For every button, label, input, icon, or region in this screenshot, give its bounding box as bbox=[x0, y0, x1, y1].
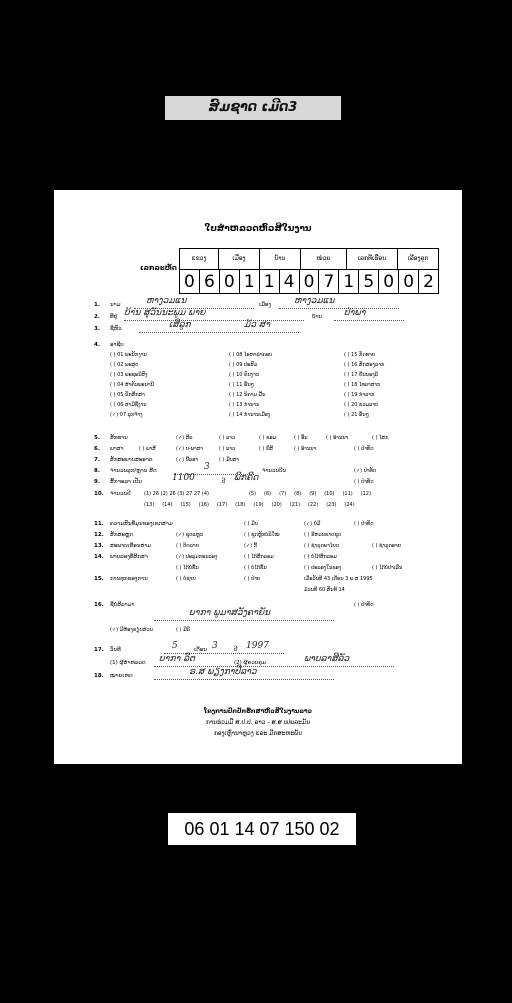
row-number: 1. bbox=[94, 302, 100, 308]
checkbox-option[interactable]: ( ) ພາສີ bbox=[139, 446, 156, 452]
occupation-option[interactable]: ( ) 15 ກັດທາຍ bbox=[344, 352, 376, 358]
digit: 0 bbox=[180, 270, 200, 294]
footer-ministry: ກອງເຫຼົ່ານາຫຼວງ ແລະ ມີກສະຫະພັນ bbox=[213, 730, 303, 737]
handwritten-value: ພິກຄິດ bbox=[234, 473, 259, 483]
checkbox-option[interactable]: ( ) ໄດ້ສຶກລອມ bbox=[244, 554, 274, 560]
checkbox-option[interactable]: ( ) ອ້ານນາ bbox=[326, 435, 349, 441]
occupation-option[interactable]: ( ) 08 ໄອຫາລຳຄອບ bbox=[229, 352, 273, 358]
field-label: ສັກສະຫຼຸດ bbox=[110, 532, 134, 538]
row-number: 5. bbox=[94, 435, 100, 441]
occupation-option[interactable]: ( ) 14 ກຳນານເມືອງ bbox=[229, 412, 271, 418]
registration-label: ເລກລະຫັດ bbox=[140, 264, 177, 272]
checkbox-option[interactable]: ( ) ຕິດລາຍ bbox=[176, 543, 200, 549]
checkbox-option[interactable]: ( ) ມີລີ bbox=[176, 627, 190, 633]
checkbox-option[interactable]: ( ) ຊຸດຫຼັກບໍລິໃໝ່ bbox=[244, 532, 280, 538]
underline bbox=[334, 320, 404, 321]
field-label: ໝາຍເຫດ bbox=[110, 673, 133, 679]
handwritten-value: ບາກາ ພູມາສວັງຄາຍັນ bbox=[189, 608, 271, 618]
count-value: (1) 26 (2) 26 (3) 27 27 (4) bbox=[144, 491, 209, 497]
field-label: ນາມ bbox=[110, 302, 121, 308]
row-number: 2. bbox=[94, 314, 100, 320]
header-cell-order: ເລີອງລຸກ bbox=[407, 255, 429, 262]
checkbox-option[interactable]: ( ) ພຶສີ bbox=[259, 446, 274, 452]
row-number: 7. bbox=[94, 457, 100, 463]
field-label: ຊື່ບໍ່ສີລາມາ bbox=[110, 602, 135, 608]
checkbox-option[interactable]: ( ) ອື່ນ bbox=[294, 435, 308, 441]
occupation-option[interactable]: ( ) 21 ອື່ນໆ bbox=[344, 412, 369, 418]
field-label: ສົ້ກຈະລາ ເປັນ bbox=[110, 479, 142, 485]
checkbox-option[interactable]: ( ) ບໍ່ໄດ້ສຶກລອມ bbox=[304, 554, 337, 560]
header-cell-unit: ໜ່ວຍ bbox=[301, 249, 347, 269]
digit: 1 bbox=[260, 270, 280, 294]
occupation-option[interactable]: ( ) 10 ຄົນງານ bbox=[229, 372, 260, 378]
digit: 2 bbox=[423, 272, 434, 292]
checkbox-option[interactable]: ( ) ປ່າທັດ bbox=[354, 479, 374, 485]
underline bbox=[279, 308, 399, 309]
row-number: 3. bbox=[94, 326, 100, 332]
registration-code-table bbox=[179, 248, 439, 294]
field-label: ຈຳນວນບີນ bbox=[262, 468, 287, 474]
field-label: ການທຸກຂອງການ bbox=[110, 576, 148, 582]
handwritten-value: ບາກາ ລິຕ bbox=[159, 654, 195, 664]
checkbox-option[interactable]: ( ) ຊຳລຸດພາໄຍດ bbox=[304, 543, 340, 549]
occupation-option[interactable]: ( ) 02 ພະສູດ bbox=[110, 362, 139, 368]
row-number: 18. bbox=[94, 673, 104, 679]
digit: 1 bbox=[339, 270, 359, 294]
occupation-option[interactable]: ( ) 18 ໄທລາສາກ bbox=[344, 382, 381, 388]
count-columns: (5) (6) (7) (8) (9) (10) (11) (12) bbox=[249, 491, 371, 497]
field-label: ຊື່ຫົວ bbox=[110, 326, 122, 332]
digit: 0 bbox=[220, 270, 240, 294]
field-label: ວັນທີ bbox=[110, 647, 121, 653]
header-cell-village: ບ້ານ bbox=[260, 249, 301, 269]
checkbox-option[interactable]: (✓) ມີຫ້ອງຮຽນສ່ວນ bbox=[110, 627, 153, 633]
occupation-option[interactable]: ( ) 03 ພະຊະນິສົງ bbox=[110, 372, 148, 378]
field-label: (1) ຜູ້ສຳຫລວດ bbox=[110, 660, 146, 666]
digit: 0 bbox=[379, 270, 399, 294]
underline bbox=[154, 620, 334, 621]
row-number: 4. bbox=[94, 342, 100, 348]
handwritten-month: 3 bbox=[212, 641, 218, 651]
digit: 0 bbox=[300, 270, 320, 294]
registration-digits bbox=[180, 269, 438, 294]
checkbox-option[interactable]: (✓) ສີລ bbox=[176, 435, 193, 441]
survey-form bbox=[54, 190, 462, 764]
handwritten-day: 5 bbox=[172, 641, 178, 651]
checkbox-option[interactable]: (✓) ນີ້ລອາ bbox=[176, 457, 199, 463]
handwritten-value: ຣ.ສ ພຽງກາປີລາວ bbox=[189, 667, 257, 677]
checkbox-option[interactable]: ( ) ລາວ bbox=[219, 435, 236, 441]
date-text: ເມື່ອວັນທີ 43 ເດືອນ 3 ພ.ສ 1995 bbox=[304, 576, 373, 582]
handwritten-value: ປ່າພາ bbox=[344, 308, 366, 318]
row-number: 8. bbox=[94, 468, 100, 474]
field-label: ເມືອງ bbox=[259, 302, 272, 308]
checkbox-option[interactable]: ( ) ຊຳລຸດອາຍ bbox=[372, 543, 402, 549]
field-label: ສັກທານ bbox=[110, 435, 128, 441]
digit: 6 bbox=[200, 270, 220, 294]
handwritten-value: ບ້ານ ສຸວັນນະພູມ ພາຍ bbox=[124, 308, 206, 318]
footer-partner: ການຮ່ວມມື ສ.ປ.ປ. ລາວ - ສ.ສ ເຢຍລະມັນ bbox=[205, 719, 311, 726]
handwritten-value: 3 bbox=[204, 462, 210, 472]
document-id-label: 06 01 14 07 150 02 bbox=[168, 813, 356, 845]
checkbox-option[interactable]: ( ) ປ່າທັດ bbox=[354, 602, 374, 608]
checkbox-option[interactable]: ( ) ປ່າຍ bbox=[244, 576, 261, 582]
occupation-option[interactable]: ( ) 09 ປະສົມ bbox=[229, 362, 258, 368]
occupation-option[interactable]: ( ) 20 ຂວມລາບ bbox=[344, 402, 379, 408]
row-number: 17. bbox=[94, 647, 104, 653]
field-label: ພາສາ bbox=[110, 446, 124, 452]
occupation-option[interactable]: ( ) 11 ອື່ນໆ bbox=[229, 382, 254, 388]
checkbox-option[interactable]: (✓) ບ-ພາສາ bbox=[176, 446, 203, 452]
row-number: 10. bbox=[94, 491, 104, 497]
checkbox-option[interactable]: (✓) ບໍ່ມີ bbox=[304, 521, 321, 527]
field-label: ບ້ານ bbox=[312, 314, 323, 320]
occupation-option[interactable]: ( ) 12 ນິຄາມ ມື້ນ bbox=[229, 392, 266, 398]
checkbox-option[interactable]: ( ) ຂອມ bbox=[259, 435, 277, 441]
count-columns: (13) (14) (15) (16) (17) (18) (19) (20) (21) (22) (23) (24) bbox=[144, 502, 355, 508]
field-label: ສັກສະພາບສະອາດ bbox=[110, 457, 153, 463]
digit: 4 bbox=[280, 270, 300, 294]
field-label: ທີ່ຢູ່ bbox=[110, 314, 118, 320]
occupation-option[interactable]: ( ) 01 ພະນັກງານ bbox=[110, 352, 147, 358]
row-number: 9. bbox=[94, 479, 100, 485]
digit: 1 bbox=[240, 270, 260, 294]
row-number: 15. bbox=[94, 576, 104, 582]
checkbox-option[interactable]: (✓) ກີ້ bbox=[244, 543, 258, 549]
handwritten-value: ຫາງວມແນ bbox=[294, 296, 335, 306]
header-cell-province: ແຂວງ bbox=[180, 249, 219, 269]
occupation-option[interactable]: ( ) 16 ສັກສອງລາກ bbox=[344, 362, 385, 368]
checkbox-option[interactable]: ( ) ຮີຫວນຂາດຊຸດ bbox=[304, 532, 342, 538]
occupation-option[interactable]: ( ) 04 ສຳຄັນພອນານີ bbox=[110, 382, 154, 388]
checkbox-option[interactable]: ( ) ອ້ານນາ bbox=[294, 446, 317, 452]
checkbox-option[interactable]: ( ) ມີບສາ bbox=[219, 457, 239, 463]
occupation-option[interactable]: ( ) 05 ນັກສຶກສາ bbox=[110, 392, 145, 398]
checkbox-option[interactable]: ( ) ປ່າທັດ bbox=[354, 521, 374, 527]
checkbox-option[interactable]: ( ) ປະລອງໃນຂອງ bbox=[304, 565, 342, 571]
handwritten-year: 1997 bbox=[246, 641, 269, 651]
handwritten-value: ມ້ວ ສາ bbox=[244, 320, 271, 330]
row-number: 11. bbox=[94, 521, 104, 527]
row-number: 12. bbox=[94, 532, 104, 538]
form-title: ໃບສຳຫລວດຫົວສີໃນງານ bbox=[204, 224, 312, 234]
checkbox-option[interactable]: ( ) ລາວ bbox=[219, 446, 236, 452]
digit: 0 bbox=[399, 270, 419, 294]
checkbox-option[interactable]: ( ) ບໍ່ໄດ້ຂຶ້ນ bbox=[244, 565, 267, 571]
header-cell-district: ເມືອງ bbox=[219, 249, 260, 269]
occupation-option[interactable]: ( ) 06 ສາມີຊື່ງານ bbox=[110, 402, 147, 408]
digit: 5 bbox=[359, 270, 379, 294]
field-label: ປີ bbox=[234, 647, 238, 653]
checkbox-option[interactable]: ( ) ໄດ້ບໍ່ຂຶ້ນ bbox=[176, 565, 199, 571]
occupation-option[interactable]: ( ) 13 ກຳນານ bbox=[229, 402, 260, 408]
occupation-option[interactable]: ( ) 17 ຢືນນອງລີ bbox=[344, 372, 378, 378]
underline bbox=[154, 679, 334, 680]
handwritten-value: ເສີລູກ bbox=[169, 320, 191, 330]
handwritten-value: ຫາງວມແນ bbox=[146, 296, 187, 306]
checkbox-option[interactable]: (✓) ຊຸດແຫຼນ bbox=[176, 532, 204, 538]
checkbox-option[interactable]: ( ) ໄດ້ບໍ່ປາເລີ່ນ bbox=[372, 565, 403, 571]
field-label: ຈຳນວນລູກ/ຫຼານ ສີດ bbox=[110, 468, 157, 474]
checkbox-option[interactable]: ( ) ປ່າທັດ bbox=[354, 446, 374, 452]
field-label: ຈຳນວນປີ bbox=[110, 491, 131, 497]
row-number: 16. bbox=[94, 602, 104, 608]
occupation-label: ອາຊີບ bbox=[110, 342, 124, 348]
handwritten-value: ພາບລາສີລັວ bbox=[304, 654, 350, 664]
checkbox-option[interactable]: ( ) ມີບ bbox=[244, 521, 258, 527]
field-label: ສະພາບເຮືອນສາມ bbox=[110, 543, 152, 549]
checkbox-option[interactable]: (✓) ປ່າທັດ bbox=[354, 468, 377, 474]
footer-project: ໂຄງການປົກປັກຮັກສາຫົວສີໃນງານລາວ bbox=[204, 708, 312, 715]
checkbox-option[interactable]: ( ) ໄສກ bbox=[372, 435, 389, 441]
occupation-option[interactable]: (✓) 07 ລູກຈ້າງ bbox=[110, 412, 143, 418]
underline bbox=[124, 320, 304, 321]
top-label: ສົມຊາດ ເມີດ3 bbox=[165, 96, 341, 120]
occupation-option[interactable]: ( ) 19 ກຳລາກ bbox=[344, 392, 375, 398]
date-text: ມ້ວນທີ 60 ສັນທີ 14 bbox=[304, 587, 345, 593]
row-number: 14. bbox=[94, 554, 104, 560]
row-number: 6. bbox=[94, 446, 100, 452]
field-label: ພາບລອງທີ່ສິກສາ bbox=[110, 554, 148, 560]
digit: 7 bbox=[319, 270, 339, 294]
underline bbox=[139, 332, 299, 333]
field-label: ປີ bbox=[222, 479, 226, 485]
checkbox-option[interactable]: ( ) ບໍ່ຊ່າຍ bbox=[176, 576, 196, 582]
header-cell-house-no: ເລກທີເຮືອນ bbox=[347, 249, 398, 269]
checkbox-option[interactable]: (✓) ປະລຸມກອນລອງ bbox=[176, 554, 218, 560]
handwritten-value: 1100 bbox=[172, 473, 195, 483]
field-label: ຄວາມສົນທີ່ມູນຂອງເຂດສາມ bbox=[110, 521, 173, 527]
row-number: 13. bbox=[94, 543, 104, 549]
field-label: ເດືອນ bbox=[194, 647, 207, 653]
field-label: (2) ຜູ້ຄວບຄຸມ bbox=[234, 660, 266, 666]
